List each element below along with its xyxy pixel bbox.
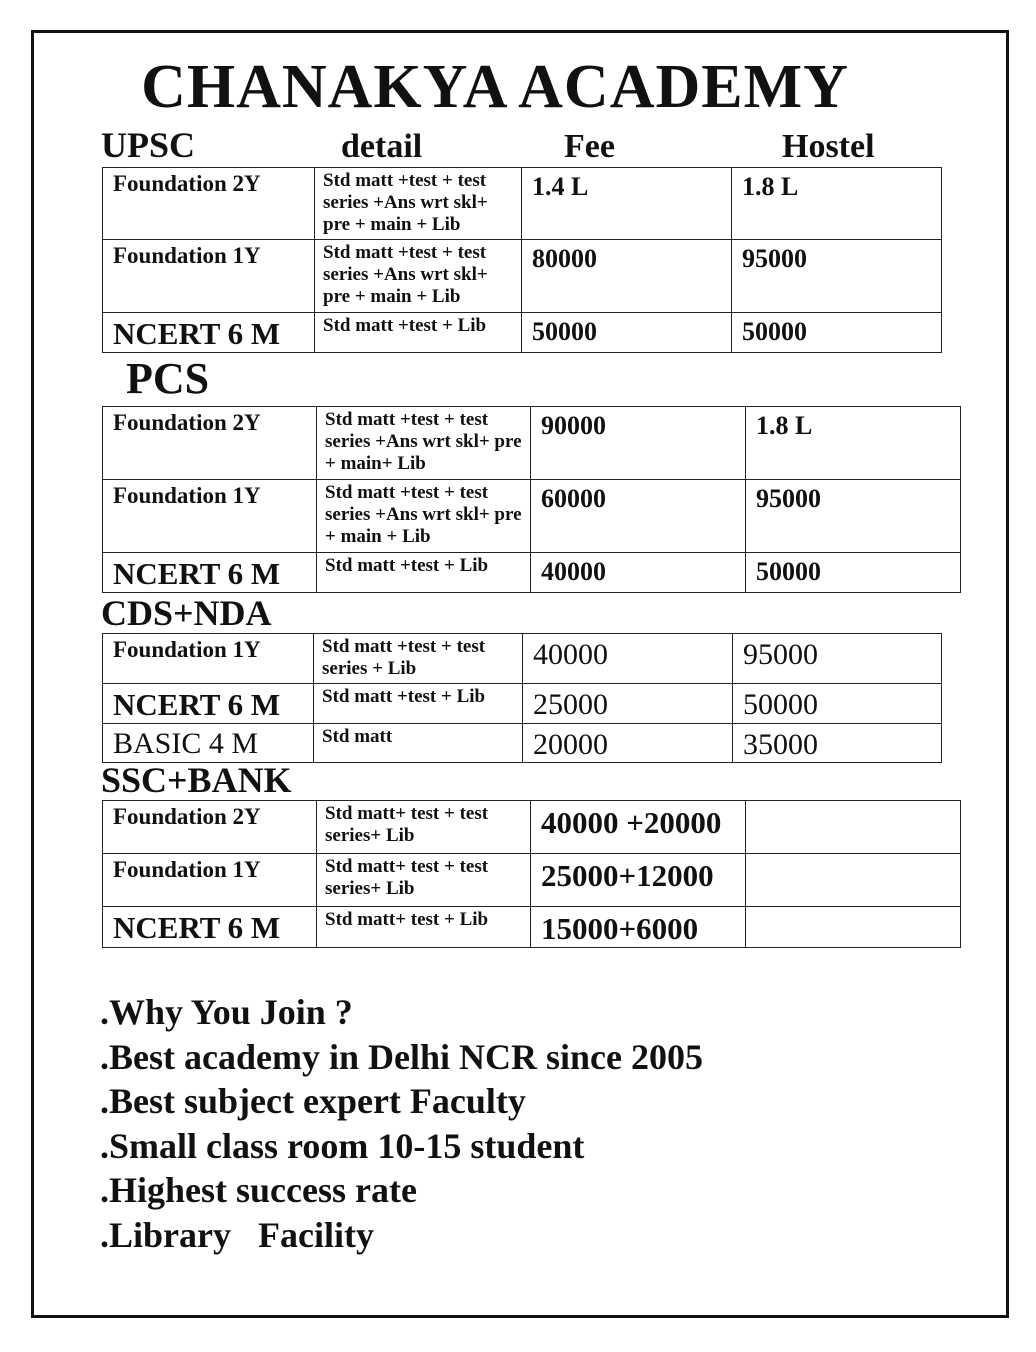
list-item: .Why You Join ? — [100, 992, 353, 1032]
pcs-fee-table — [102, 406, 961, 593]
course-name: NCERT 6 M — [103, 313, 315, 353]
table-row — [103, 480, 961, 553]
hostel-fee — [746, 907, 961, 948]
hostel-fee: 95000 — [732, 240, 942, 313]
course-fee: 15000+6000 — [531, 907, 746, 948]
table-row — [103, 168, 942, 240]
course-name: Foundation 1Y — [103, 240, 315, 313]
course-fee: 25000 — [523, 684, 733, 724]
column-header-fee: Fee — [564, 128, 615, 165]
column-header-detail: detail — [341, 128, 423, 165]
course-name: NCERT 6 M — [103, 907, 317, 948]
section-title-cds-nda: CDS+NDA — [101, 593, 272, 633]
list-item: .Small class room 10-15 student — [100, 1125, 585, 1166]
academy-title: CHANAKYA ACADEMY — [141, 53, 849, 121]
hostel-fee: 50000 — [732, 313, 942, 353]
course-name: NCERT 6 M — [103, 684, 314, 724]
upsc-fee-table — [102, 167, 942, 353]
course-fee: 20000 — [523, 723, 733, 763]
course-name: Foundation 1Y — [103, 480, 317, 553]
table-row — [103, 801, 961, 854]
table-row — [103, 313, 942, 353]
course-fee: 80000 — [522, 240, 732, 313]
table-row — [103, 407, 961, 480]
hostel-fee: 1.8 L — [732, 168, 942, 240]
hostel-fee: 35000 — [733, 723, 942, 763]
course-fee: 40000 — [531, 553, 746, 593]
course-name: BASIC 4 M — [103, 723, 314, 763]
table-row — [103, 240, 942, 313]
course-detail: Std matt +test + Lib — [315, 313, 522, 353]
course-fee: 50000 — [522, 313, 732, 353]
section-title-pcs: PCS — [126, 354, 210, 403]
course-detail: Std matt — [314, 723, 523, 763]
course-name: Foundation 1Y — [103, 634, 314, 684]
hostel-fee: 95000 — [733, 634, 942, 684]
course-name: NCERT 6 M — [103, 553, 317, 593]
course-name: Foundation 2Y — [103, 168, 315, 240]
cds-nda-fee-table — [102, 633, 942, 763]
course-fee: 40000 — [523, 634, 733, 684]
course-fee: 25000+12000 — [531, 854, 746, 907]
course-detail: Std matt +test + Lib — [314, 684, 523, 724]
course-name: Foundation 2Y — [103, 801, 317, 854]
course-name: Foundation 2Y — [103, 407, 317, 480]
hostel-fee — [746, 854, 961, 907]
table-row — [103, 854, 961, 907]
course-detail: Std matt+ test + Lib — [317, 907, 531, 948]
course-fee: 40000 +20000 — [531, 801, 746, 854]
hostel-fee: 50000 — [733, 684, 942, 724]
course-fee: 90000 — [531, 407, 746, 480]
hostel-fee: 1.8 L — [746, 407, 961, 480]
section-title-upsc: UPSC — [101, 125, 196, 165]
course-detail: Std matt +test + test series + Lib — [314, 634, 523, 684]
table-row — [103, 684, 942, 724]
hostel-fee: 95000 — [746, 480, 961, 553]
hostel-fee: 50000 — [746, 553, 961, 593]
table-row — [103, 907, 961, 948]
course-detail: Std matt+ test + test series+ Lib — [317, 801, 531, 854]
list-item: .Best subject expert Faculty — [100, 1081, 526, 1121]
table-row — [103, 553, 961, 593]
course-detail: Std matt +test + test series +Ans wrt skl+ pre + main + Lib — [315, 240, 522, 313]
hostel-fee — [746, 801, 961, 854]
course-detail: Std matt+ test + test series+ Lib — [317, 854, 531, 907]
course-detail: Std matt +test + Lib — [317, 553, 531, 593]
column-header-hostel: Hostel — [782, 128, 875, 165]
why-join-list — [100, 990, 703, 1257]
course-name: Foundation 1Y — [103, 854, 317, 907]
section-title-ssc-bank: SSC+BANK — [101, 760, 292, 800]
list-item: .Best academy in Delhi NCR since 2005 — [100, 1036, 703, 1077]
list-item: .Library Facility — [100, 1214, 374, 1255]
table-row — [103, 723, 942, 763]
course-detail: Std matt +test + test series +Ans wrt skl+ pre + main + Lib — [317, 480, 531, 553]
list-item: .Highest success rate — [100, 1170, 417, 1210]
course-fee: 60000 — [531, 480, 746, 553]
ssc-bank-fee-table — [102, 800, 961, 948]
course-detail: Std matt +test + test series +Ans wrt skl+ pre + main+ Lib — [317, 407, 531, 480]
course-fee: 1.4 L — [522, 168, 732, 240]
table-row — [103, 634, 942, 684]
course-detail: Std matt +test + test series +Ans wrt skl+ pre + main + Lib — [315, 168, 522, 240]
